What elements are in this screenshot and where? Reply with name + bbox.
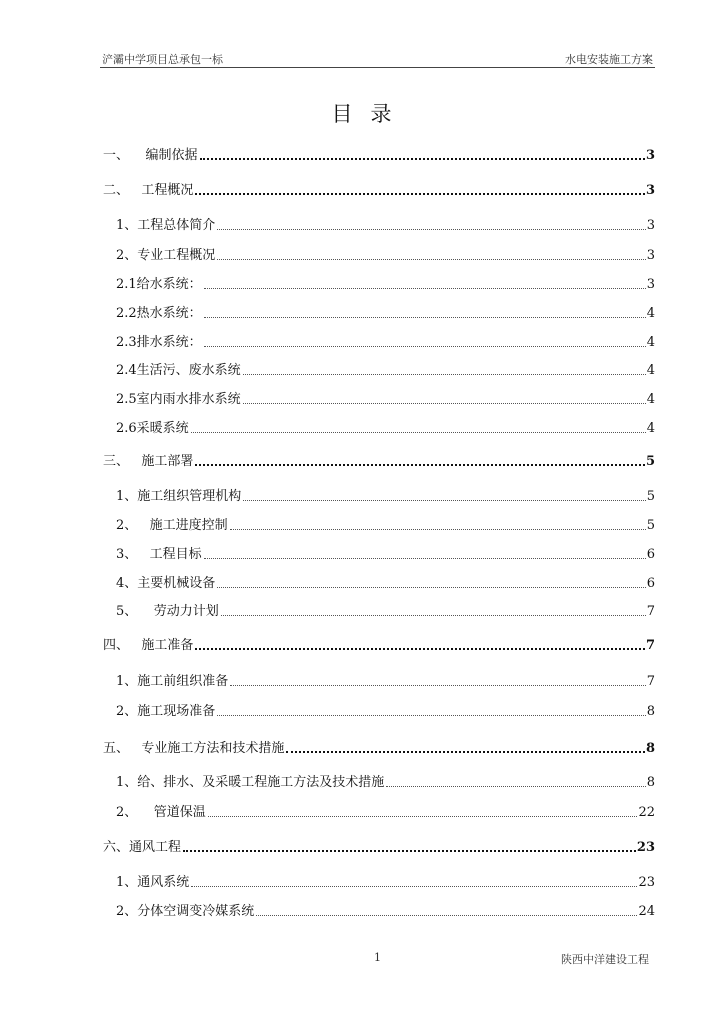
toc-entry-page: 22 [638,805,655,820]
toc-entry-label: 2.1给水系统： [116,277,202,292]
toc-dot-leader [230,685,645,686]
toc-dot-leader [195,193,645,195]
toc-entry-label: 2、专业工程概况 [116,248,216,263]
toc-entry-label: 1、施工前组织准备 [116,674,229,689]
toc-dot-leader [191,432,646,433]
toc-entry-label: 1、给、排水、及采暖工程施工方法及技术措施 [116,775,385,790]
toc-entry-label: 1、施工组织管理机构 [116,489,242,504]
toc-dot-leader [204,558,646,559]
toc-dot-leader [221,615,646,616]
toc-dot-leader [204,288,646,289]
toc-dot-leader [217,259,645,260]
toc-entry-page: 3 [645,183,655,198]
toc-entry-label: 3、 工程目标 [116,547,202,562]
toc-entry-label: 2、施工现场准备 [116,704,216,719]
toc-entry[interactable] [103,179,655,199]
toc-entry[interactable] [116,359,655,379]
toc-entry[interactable] [116,600,655,620]
toc-dot-leader [230,529,646,530]
toc-dot-leader [195,464,645,466]
toc-entry[interactable] [116,771,655,791]
toc-entry-page: 4 [646,335,655,350]
toc-entry-page: 6 [646,576,655,591]
toc-entry-page: 24 [638,904,655,919]
header-document-name: 水电安装施工方案 [565,53,653,66]
toc-entry[interactable] [116,514,655,534]
toc-dot-leader [243,500,645,501]
toc-entry-label: 4、主要机械设备 [116,576,216,591]
toc-entry-page: 5 [646,489,655,504]
toc-dot-leader [217,715,645,716]
toc-dot-leader [256,915,637,916]
toc-dot-leader [183,850,636,852]
toc-entry[interactable] [116,214,655,234]
toc-dot-leader [204,346,646,347]
toc-entry[interactable] [116,417,655,437]
toc-dot-leader [204,317,646,318]
toc-entry-page: 8 [645,741,655,756]
toc-entry[interactable] [116,331,655,351]
toc-dot-leader [286,751,645,753]
toc-entry-label: 2、 管道保温 [116,805,206,820]
toc-entry[interactable] [116,485,655,505]
toc-entry-page: 4 [646,363,655,378]
toc-entry-label: 六、通风工程 [103,840,182,855]
toc-entry[interactable] [116,801,655,821]
footer-company: 陕西中洋建设工程 [561,953,649,966]
toc-entry-page: 8 [646,704,655,719]
toc-entry-label: 2、分体空调变冷媒系统 [116,904,255,919]
toc-entry-page: 6 [646,547,655,562]
toc-entry-page: 5 [645,454,655,469]
toc-entry[interactable] [116,670,655,690]
toc-dot-leader [191,886,637,887]
toc-entry-page: 7 [645,638,655,653]
toc-entry[interactable] [116,302,655,322]
toc-dot-leader [195,648,645,650]
toc-entry-label: 2.5室内雨水排水系统 [116,392,241,407]
toc-entry-label: 二、 工程概况 [103,183,194,198]
toc-entry-label: 1、通风系统 [116,875,190,890]
toc-entry-page: 4 [646,421,655,436]
toc-dot-leader [217,587,645,588]
toc-entry-page: 3 [646,218,655,233]
toc-entry-page: 3 [646,277,655,292]
toc-entry[interactable] [116,244,655,264]
toc-entry-label: 2.6采暖系统 [116,421,189,436]
toc-entry-page: 7 [646,604,655,619]
toc-entry[interactable] [103,450,655,470]
toc-entry[interactable] [116,900,655,920]
toc-entry-label: 2.4生活污、废水系统 [116,363,241,378]
toc-entry-page: 23 [638,875,655,890]
toc-entry-page: 7 [646,674,655,689]
toc-dot-leader [386,786,645,787]
toc-entry[interactable] [116,572,655,592]
toc-entry-label: 三、 施工部署 [103,454,194,469]
toc-dot-leader [208,816,638,817]
toc-entry[interactable] [116,273,655,293]
toc-entry-page: 5 [646,518,655,533]
toc-entry-label: 1、工程总体简介 [116,218,216,233]
toc-entry[interactable] [103,144,655,164]
toc-entry[interactable] [116,388,655,408]
toc-entry[interactable] [103,634,655,654]
toc-entry-label: 2、 施工进度控制 [116,518,228,533]
page-header [100,49,655,68]
toc-dot-leader [200,158,645,160]
toc-entry[interactable] [116,700,655,720]
toc-dot-leader [217,229,645,230]
toc-dot-leader [243,374,646,375]
toc-entry-label: 四、 施工准备 [103,638,194,653]
toc-dot-leader [243,403,646,404]
toc-entry-label: 五、 专业施工方法和技术措施 [103,741,285,756]
toc-entry-page: 4 [646,306,655,321]
toc-entry-page: 4 [646,392,655,407]
toc-entry[interactable] [116,543,655,563]
toc-entry-label: 一、 编制依据 [103,148,198,163]
toc-entry-page: 8 [646,775,655,790]
toc-entry-page: 23 [636,840,655,855]
header-project-name: 浐灞中学项目总承包一标 [102,53,223,66]
footer-page-number: 1 [374,951,381,964]
toc-entry-page: 3 [645,148,655,163]
toc-entry-label: 2.2热水系统： [116,306,202,321]
toc-entry[interactable] [103,836,655,856]
toc-entry[interactable] [116,871,655,891]
toc-entry-page: 3 [646,248,655,263]
toc-entry-label: 2.3排水系统： [116,335,202,350]
toc-title: 目录 [331,102,410,126]
toc-entry[interactable] [103,737,655,757]
toc-entry-label: 5、 劳动力计划 [116,604,219,619]
